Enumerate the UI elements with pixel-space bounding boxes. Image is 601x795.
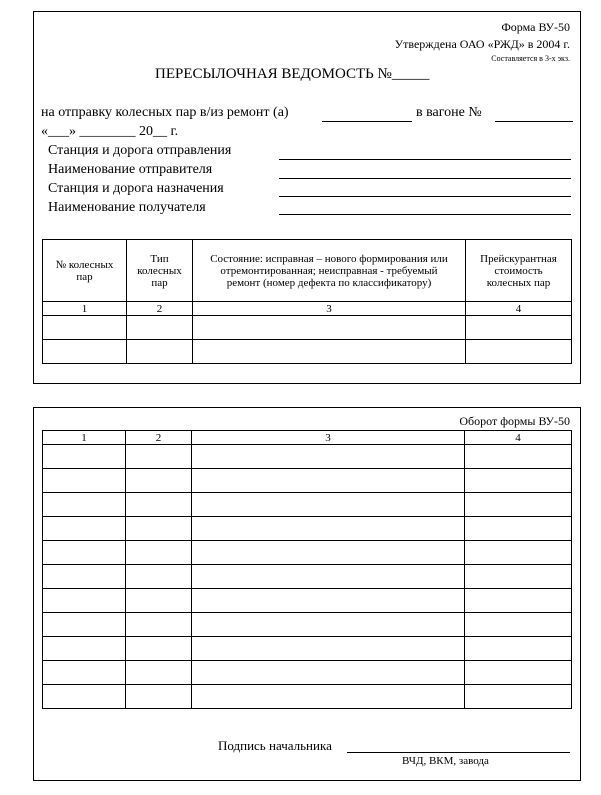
table-cell[interactable] — [465, 613, 572, 637]
col-number-4: 4 — [465, 431, 572, 445]
table-cell[interactable] — [465, 589, 572, 613]
table-cell[interactable] — [465, 493, 572, 517]
header-price: Прейскурантная стоимость колесных пар — [466, 240, 572, 302]
table-cell[interactable] — [126, 589, 192, 613]
table-cell[interactable] — [465, 685, 572, 709]
table-cell[interactable] — [192, 565, 465, 589]
table-cell[interactable] — [43, 589, 126, 613]
table-cell[interactable] — [43, 637, 126, 661]
table-cell[interactable] — [43, 541, 126, 565]
col-number-2: 2 — [126, 431, 192, 445]
table-cell[interactable] — [465, 445, 572, 469]
form-back — [33, 407, 581, 781]
table-cell[interactable] — [127, 316, 193, 340]
table-cell[interactable] — [192, 661, 465, 685]
table-cell[interactable] — [465, 565, 572, 589]
table-cell[interactable] — [192, 517, 465, 541]
table-row — [43, 445, 572, 469]
table-cell[interactable] — [126, 445, 192, 469]
table-cell[interactable] — [465, 541, 572, 565]
table-row — [43, 685, 572, 709]
col-number-1: 1 — [43, 302, 127, 316]
table-cell[interactable] — [465, 517, 572, 541]
table-cell[interactable] — [126, 661, 192, 685]
table-cell[interactable] — [43, 685, 126, 709]
table-cell[interactable] — [465, 661, 572, 685]
form-label: Форма ВУ-50 — [501, 20, 570, 34]
table-row — [43, 565, 572, 589]
col-number-2: 2 — [127, 302, 193, 316]
header-pair-type: Тип колесных пар — [127, 240, 193, 302]
table-cell[interactable] — [126, 613, 192, 637]
front-table-header-row — [43, 240, 572, 302]
form-front — [33, 11, 581, 384]
table-cell[interactable] — [43, 565, 126, 589]
back-label: Оборот формы ВУ-50 — [459, 414, 570, 428]
signature-sublabel: ВЧД, ВКМ, завода — [402, 755, 489, 767]
table-cell[interactable] — [43, 445, 126, 469]
field-label-departure: Станция и дорога отправления — [48, 143, 232, 158]
copies-note: Составляется в 3-х экз. — [491, 54, 570, 63]
table-cell[interactable] — [126, 517, 192, 541]
shipment-line-label: на отправку колесных пар в/из ремонт (а) — [41, 105, 289, 120]
wagon-number-blank[interactable] — [495, 121, 573, 122]
table-cell[interactable] — [126, 469, 192, 493]
table-cell[interactable] — [192, 469, 465, 493]
table-cell[interactable] — [126, 685, 192, 709]
col-number-3: 3 — [193, 302, 466, 316]
table-cell[interactable] — [127, 340, 193, 364]
table-cell[interactable] — [193, 316, 466, 340]
table-row — [43, 613, 572, 637]
table-row — [43, 589, 572, 613]
approval-note: Утверждена ОАО «РЖД» в 2004 г. — [394, 37, 570, 51]
col-number-4: 4 — [466, 302, 572, 316]
table-cell[interactable] — [465, 637, 572, 661]
table-cell[interactable] — [43, 493, 126, 517]
field-label-destination: Станция и дорога назначения — [48, 181, 224, 196]
table-cell[interactable] — [43, 613, 126, 637]
front-table — [42, 239, 572, 364]
table-cell[interactable] — [192, 541, 465, 565]
table-cell[interactable] — [193, 340, 466, 364]
signature-label: Подпись начальника — [218, 738, 332, 753]
table-cell[interactable] — [466, 316, 572, 340]
field-label-recipient: Наименование получателя — [48, 200, 206, 215]
table-cell[interactable] — [126, 493, 192, 517]
table-row — [43, 340, 572, 364]
field-line-sender[interactable] — [279, 178, 571, 179]
table-cell[interactable] — [192, 685, 465, 709]
field-label-sender: Наименование отправителя — [48, 162, 213, 177]
table-cell[interactable] — [192, 493, 465, 517]
table-row — [43, 469, 572, 493]
field-line-recipient[interactable] — [279, 214, 571, 215]
wagon-label: в вагоне № — [416, 105, 482, 120]
date-line: «___» ________ 20__ г. — [41, 124, 179, 139]
table-row — [43, 316, 572, 340]
document-title: ПЕРЕСЫЛОЧНАЯ ВЕДОМОСТЬ №_____ — [155, 66, 430, 82]
table-cell[interactable] — [192, 589, 465, 613]
table-cell[interactable] — [43, 340, 127, 364]
col-number-3: 3 — [192, 431, 465, 445]
table-row — [43, 661, 572, 685]
field-line-destination[interactable] — [279, 196, 571, 197]
table-cell[interactable] — [466, 340, 572, 364]
signature-line[interactable] — [347, 752, 570, 753]
table-cell[interactable] — [192, 613, 465, 637]
table-cell[interactable] — [43, 469, 126, 493]
front-table-number-row — [43, 302, 572, 316]
table-cell[interactable] — [126, 541, 192, 565]
table-cell[interactable] — [43, 661, 126, 685]
table-cell[interactable] — [465, 469, 572, 493]
table-row — [43, 517, 572, 541]
col-number-1: 1 — [43, 431, 126, 445]
table-row — [43, 541, 572, 565]
table-cell[interactable] — [126, 637, 192, 661]
table-cell[interactable] — [43, 316, 127, 340]
table-cell[interactable] — [192, 445, 465, 469]
field-line-departure[interactable] — [279, 159, 571, 160]
back-table — [42, 430, 572, 709]
header-condition: Состояние: исправная – нового формирования или отремонтированная; неисправная - требуемый ремонт (номер дефекта по классификатору) — [193, 240, 466, 302]
header-pair-number: № колесных пар — [43, 240, 127, 302]
table-row — [43, 493, 572, 517]
repair-blank[interactable] — [322, 121, 412, 122]
table-cell[interactable] — [192, 637, 465, 661]
table-row — [43, 637, 572, 661]
back-table-number-row — [43, 431, 572, 445]
table-cell[interactable] — [126, 565, 192, 589]
table-cell[interactable] — [43, 517, 126, 541]
